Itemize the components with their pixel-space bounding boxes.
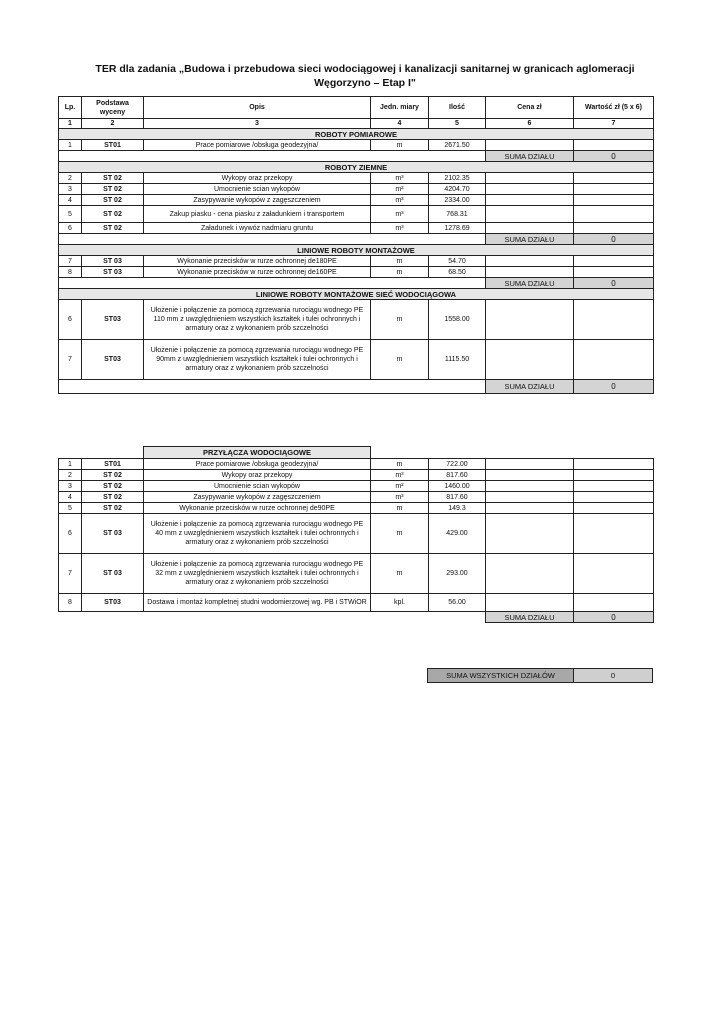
col-num: 2 xyxy=(82,119,144,129)
row-unit: m xyxy=(371,140,429,151)
row-value xyxy=(574,481,654,492)
row-code: ST01 xyxy=(82,140,144,151)
row-quantity: 2671.50 xyxy=(429,140,486,151)
row-code: ST 02 xyxy=(82,184,144,195)
row-price xyxy=(486,492,574,503)
row-description: Ułożenie i połączenie za pomocą zgrzewania rurociągu wodnego PE 110 mm z uwzględnieniem wszystkich kształtek i tulei ochronnych i armatury oraz z wykonaniem prób szczelności xyxy=(144,300,371,340)
row-description: Ułożenie i połączenie za pomocą zgrzewania rurociągu wodnego PE 40 mm z uwzględnieniem wszystkich kształtek i tulei ochronnych i armatury oraz z wykonaniem prób szczelności xyxy=(144,514,371,554)
row-description: Wykonanie przecisków w rurze ochronnej de160PE xyxy=(144,267,371,278)
table-row xyxy=(59,340,654,380)
row-description: Wykonanie przecisków w rurze ochronnej de180PE xyxy=(144,256,371,267)
row-code: ST 02 xyxy=(82,503,144,514)
sum-spacer xyxy=(59,612,486,623)
row-code: ST 02 xyxy=(82,173,144,184)
table-row xyxy=(59,300,654,340)
row-description: Umocnienie scian wykopów xyxy=(144,184,371,195)
row-price xyxy=(486,173,574,184)
row-lp: 1 xyxy=(59,459,82,470)
section-header-row xyxy=(59,447,654,459)
row-price xyxy=(486,300,574,340)
row-price xyxy=(486,140,574,151)
row-value xyxy=(574,223,654,234)
row-unit: m² xyxy=(371,481,429,492)
table-row xyxy=(59,594,654,612)
table-row xyxy=(59,256,654,267)
row-value xyxy=(574,470,654,481)
row-code: ST01 xyxy=(82,459,144,470)
row-description: Ułożenie i połączenie za pomocą zgrzewania rurociągu wodnego PE 32 mm z uwzględnieniem wszystkich kształtek i tulei ochronnych i armatury oraz z wykonaniem prób szczelności xyxy=(144,554,371,594)
row-unit: m xyxy=(371,267,429,278)
row-description: Zasypywanie wykopów z zagęszczeniem xyxy=(144,492,371,503)
row-value xyxy=(574,594,654,612)
row-value xyxy=(574,503,654,514)
col-num: 3 xyxy=(144,119,371,129)
section-sum-label: SUMA DZIAŁU xyxy=(486,278,574,289)
row-price xyxy=(486,554,574,594)
cost-table-connections xyxy=(58,446,654,623)
row-quantity: 1115.50 xyxy=(429,340,486,380)
grand-total-value: 0 xyxy=(574,669,652,682)
header-wartosc: Wartość zł (5 x 6) xyxy=(574,97,654,119)
row-lp: 4 xyxy=(59,195,82,206)
row-description: Wykonanie przecisków w rurze ochronnej de90PE xyxy=(144,503,371,514)
row-quantity: 68.50 xyxy=(429,267,486,278)
row-quantity: 293.00 xyxy=(429,554,486,594)
header-jm: Jedn. miary xyxy=(371,97,429,119)
row-lp: 4 xyxy=(59,492,82,503)
row-lp: 7 xyxy=(59,554,82,594)
row-lp: 2 xyxy=(59,173,82,184)
row-unit: m³ xyxy=(371,223,429,234)
section-spacer xyxy=(59,447,144,459)
section-sum-label: SUMA DZIAŁU xyxy=(486,380,574,394)
section-header-row xyxy=(59,162,654,173)
row-quantity: 2102.35 xyxy=(429,173,486,184)
section-title: LINIOWE ROBOTY MONTAŻOWE xyxy=(59,245,654,256)
row-value xyxy=(574,514,654,554)
table-row xyxy=(59,492,654,503)
col-num: 5 xyxy=(429,119,486,129)
row-price xyxy=(486,340,574,380)
col-num: 7 xyxy=(574,119,654,129)
sum-spacer xyxy=(59,380,486,394)
column-number-row xyxy=(59,119,654,129)
table-row xyxy=(59,481,654,492)
row-price xyxy=(486,267,574,278)
section-header-row xyxy=(59,129,654,140)
row-unit: m³ xyxy=(371,206,429,223)
table-row xyxy=(59,514,654,554)
row-quantity: 817.60 xyxy=(429,492,486,503)
row-description: Wykopy oraz przekopy xyxy=(144,173,371,184)
row-price xyxy=(486,514,574,554)
header-opis: Opis xyxy=(144,97,371,119)
row-code: ST03 xyxy=(82,300,144,340)
row-price xyxy=(486,594,574,612)
row-unit: m xyxy=(371,514,429,554)
sum-spacer xyxy=(59,151,486,162)
row-code: ST 03 xyxy=(82,267,144,278)
row-price xyxy=(486,503,574,514)
header-podstawa: Podstawa wyceny xyxy=(82,97,144,119)
row-description: Zasypywanie wykopów z zagęszczeniem xyxy=(144,195,371,206)
row-description: Ułożenie i połączenie za pomocą zgrzewania rurociągu wodnego PE 90mm z uwzględnieniem wszystkich kształtek i tulei ochronnych i armatury oraz z wykonaniem prób szczelności xyxy=(144,340,371,380)
row-quantity: 56.00 xyxy=(429,594,486,612)
section-title: ROBOTY POMIAROWE xyxy=(59,129,654,140)
col-num: 6 xyxy=(486,119,574,129)
row-unit: m³ xyxy=(371,195,429,206)
section-sum-value: 0 xyxy=(574,612,654,623)
col-num: 4 xyxy=(371,119,429,129)
row-quantity: 54.70 xyxy=(429,256,486,267)
section-header-row xyxy=(59,289,654,300)
row-lp: 8 xyxy=(59,594,82,612)
row-lp: 3 xyxy=(59,481,82,492)
row-unit: m xyxy=(371,340,429,380)
section-sum-label: SUMA DZIAŁU xyxy=(486,234,574,245)
row-quantity: 4204.70 xyxy=(429,184,486,195)
section-sum-row xyxy=(59,612,654,623)
section-title: ROBOTY ZIEMNE xyxy=(59,162,654,173)
section-sum-value: 0 xyxy=(574,278,654,289)
row-price xyxy=(486,459,574,470)
row-code: ST 02 xyxy=(82,195,144,206)
row-unit: m xyxy=(371,503,429,514)
table-row xyxy=(59,184,654,195)
row-unit: m² xyxy=(371,184,429,195)
row-quantity: 768.31 xyxy=(429,206,486,223)
section-title: LINIOWE ROBOTY MONTAŻOWE SIEĆ WODOCIĄGOWA xyxy=(59,289,654,300)
row-quantity: 149.3 xyxy=(429,503,486,514)
row-lp: 7 xyxy=(59,340,82,380)
row-lp: 6 xyxy=(59,514,82,554)
sum-spacer xyxy=(59,234,486,245)
row-value xyxy=(574,173,654,184)
row-lp: 3 xyxy=(59,184,82,195)
row-price xyxy=(486,481,574,492)
row-price xyxy=(486,195,574,206)
row-lp: 5 xyxy=(59,503,82,514)
row-code: ST 02 xyxy=(82,492,144,503)
row-code: ST 02 xyxy=(82,223,144,234)
row-lp: 2 xyxy=(59,470,82,481)
row-lp: 6 xyxy=(59,223,82,234)
row-value xyxy=(574,256,654,267)
row-value xyxy=(574,459,654,470)
table-row xyxy=(59,554,654,594)
section-sum-label: SUMA DZIAŁU xyxy=(486,151,574,162)
row-value xyxy=(574,140,654,151)
title-line-2: Węgorzyno – Etap I" xyxy=(314,77,416,89)
row-price xyxy=(486,470,574,481)
row-code: ST 03 xyxy=(82,256,144,267)
table-row xyxy=(59,206,654,223)
row-code: ST 03 xyxy=(82,554,144,594)
table-row xyxy=(59,195,654,206)
section-sum-row xyxy=(59,234,654,245)
row-unit: m xyxy=(371,459,429,470)
row-code: ST 02 xyxy=(82,206,144,223)
row-unit: m xyxy=(371,554,429,594)
header-ilosc: Ilość xyxy=(429,97,486,119)
table-row xyxy=(59,503,654,514)
row-unit: m³ xyxy=(371,492,429,503)
row-unit: m xyxy=(371,300,429,340)
row-lp: 7 xyxy=(59,256,82,267)
row-value xyxy=(574,300,654,340)
row-lp: 1 xyxy=(59,140,82,151)
row-price xyxy=(486,223,574,234)
row-value xyxy=(574,267,654,278)
row-value xyxy=(574,206,654,223)
row-unit: kpl. xyxy=(371,594,429,612)
row-description: Prace pomiarowe /obsługa geodezyjna/ xyxy=(144,140,371,151)
row-price xyxy=(486,256,574,267)
table-row xyxy=(59,267,654,278)
table-row xyxy=(59,459,654,470)
row-unit: m³ xyxy=(371,470,429,481)
row-description: Wykopy oraz przekopy xyxy=(144,470,371,481)
row-quantity: 1558.00 xyxy=(429,300,486,340)
cost-table-main xyxy=(58,96,654,394)
section-header-row xyxy=(59,245,654,256)
row-lp: 8 xyxy=(59,267,82,278)
document-title xyxy=(60,62,670,90)
header-row xyxy=(59,97,654,119)
row-description: Załadunek i wywóz nadmiaru gruntu xyxy=(144,223,371,234)
row-value xyxy=(574,554,654,594)
row-description: Zakup piasku - cena piasku z załadunkiem i transportem xyxy=(144,206,371,223)
row-description: Umocnienie scian wykopów xyxy=(144,481,371,492)
row-unit: m xyxy=(371,256,429,267)
grand-total xyxy=(427,668,653,683)
section-sum-value: 0 xyxy=(574,234,654,245)
row-price xyxy=(486,184,574,195)
table-row xyxy=(59,173,654,184)
row-code: ST03 xyxy=(82,594,144,612)
section-sum-label: SUMA DZIAŁU xyxy=(486,612,574,623)
row-quantity: 722.00 xyxy=(429,459,486,470)
row-quantity: 817.60 xyxy=(429,470,486,481)
header-cena: Cena zł xyxy=(486,97,574,119)
row-value xyxy=(574,340,654,380)
table-row xyxy=(59,223,654,234)
row-code: ST 03 xyxy=(82,514,144,554)
row-lp: 6 xyxy=(59,300,82,340)
section-sum-value: 0 xyxy=(574,380,654,394)
row-description: Dostawa i montaż kompletnej studni wodomierzowej wg. PB i STWiOR xyxy=(144,594,371,612)
row-code: ST03 xyxy=(82,340,144,380)
grand-total-label: SUMA WSZYSTKICH DZIAŁÓW xyxy=(428,669,574,682)
table-row xyxy=(59,140,654,151)
row-value xyxy=(574,195,654,206)
section-title: PRZYŁĄCZA WODOCIĄGOWE xyxy=(144,447,371,459)
row-quantity: 2334.00 xyxy=(429,195,486,206)
row-price xyxy=(486,206,574,223)
row-description: Prace pomiarowe /obsługa geodezyjna/ xyxy=(144,459,371,470)
sum-spacer xyxy=(59,278,486,289)
section-sum-row xyxy=(59,151,654,162)
section-sum-row xyxy=(59,380,654,394)
row-unit: m³ xyxy=(371,173,429,184)
row-value xyxy=(574,184,654,195)
row-code: ST 02 xyxy=(82,470,144,481)
row-lp: 5 xyxy=(59,206,82,223)
section-sum-value: 0 xyxy=(574,151,654,162)
row-quantity: 429.00 xyxy=(429,514,486,554)
table-row xyxy=(59,470,654,481)
row-value xyxy=(574,492,654,503)
title-line-1: TER dla zadania „Budowa i przebudowa sieci wodociągowej i kanalizacji sanitarnej w granicach aglomeracji xyxy=(95,63,635,75)
section-sum-row xyxy=(59,278,654,289)
row-quantity: 1278.69 xyxy=(429,223,486,234)
header-lp: Lp. xyxy=(59,97,82,119)
row-quantity: 1460.00 xyxy=(429,481,486,492)
row-code: ST 02 xyxy=(82,481,144,492)
col-num: 1 xyxy=(59,119,82,129)
